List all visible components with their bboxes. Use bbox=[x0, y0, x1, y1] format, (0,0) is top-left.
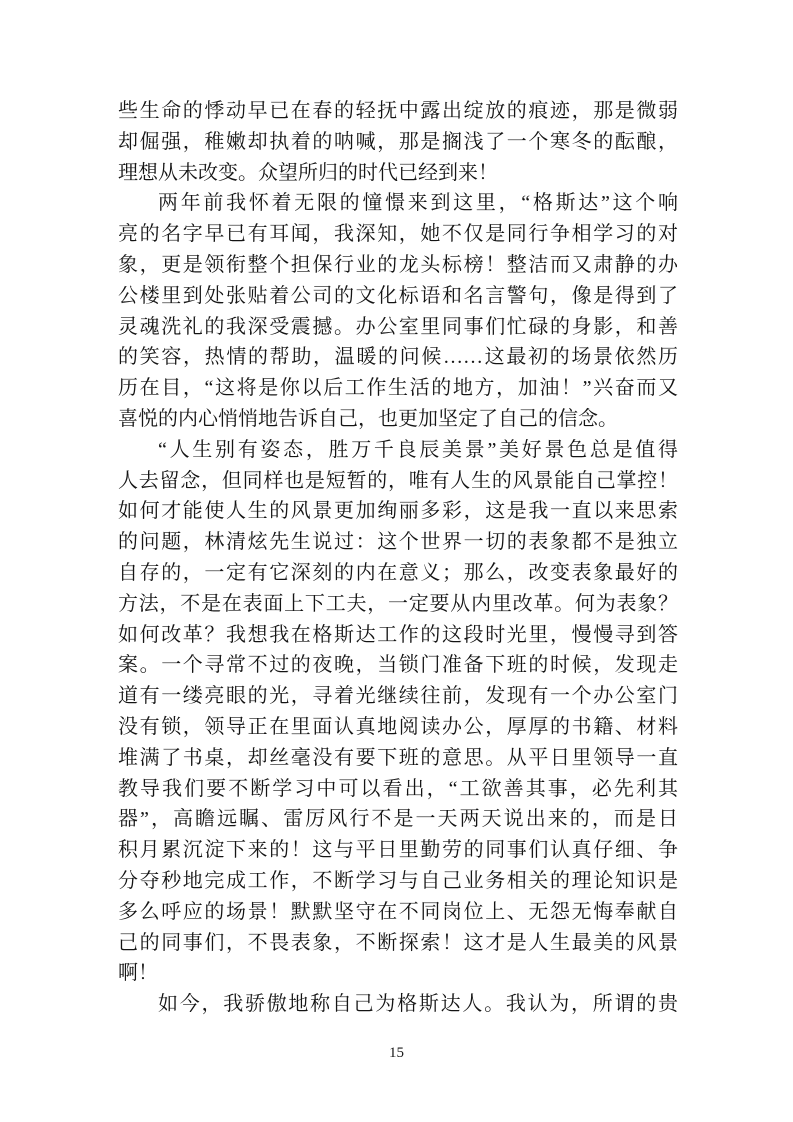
text-line: 象，更是领衔整个担保行业的龙头标榜！整洁而又肃静的办 bbox=[118, 253, 678, 276]
paragraph bbox=[118, 989, 678, 1020]
text-line: 公楼里到处张贴着公司的文化标语和名言警句，像是得到了 bbox=[118, 284, 678, 307]
text-line: 的笑容，热情的帮助，温暖的问候……这最初的场景依然历 bbox=[118, 346, 678, 369]
paragraph bbox=[118, 96, 678, 188]
text-line: 自存的，一定有它深刻的内在意义；那么，改变表象最好的 bbox=[118, 561, 678, 584]
page-number: 15 bbox=[389, 1045, 404, 1061]
text-line: 如何改革？我想我在格斯达工作的这段时光里，慢慢寻到答 bbox=[118, 623, 678, 646]
text-line: 人去留念，但同样也是短暂的，唯有人生的风景能自己掌控！ bbox=[118, 469, 678, 492]
text-line: 己的同事们，不畏表象，不断探索！这才是人生最美的风景 bbox=[118, 931, 678, 954]
text-line: 多么呼应的场景！默默坚守在不同岗位上、无怨无悔奉献自 bbox=[118, 900, 678, 923]
text-line: 方法，不是在表面上下工夫，一定要从内里改革。何为表象？ bbox=[118, 592, 678, 615]
text-line: 分夺秒地完成工作，不断学习与自己业务相关的理论知识是 bbox=[118, 869, 678, 892]
text-line: 堆满了书桌，却丝毫没有要下班的意思。从平日里领导一直 bbox=[118, 746, 678, 769]
text-line: 亮的名字早已有耳闻，我深知，她不仅是同行争相学习的对 bbox=[118, 223, 678, 246]
text-line: 却倔强，稚嫩却执着的呐喊，那是搁浅了一个寒冬的酝酿， bbox=[118, 130, 678, 153]
text-line: 如今，我骄傲地称自己为格斯达人。我认为，所谓的贵 bbox=[158, 993, 678, 1016]
paragraph bbox=[118, 188, 678, 434]
text-line: 积月累沉淀下来的！这与平日里勤劳的同事们认真仔细、争 bbox=[118, 839, 678, 862]
paragraph bbox=[118, 435, 678, 989]
text-line: 些生命的悸动早已在春的轻抚中露出绽放的痕迹，那是微弱 bbox=[118, 100, 678, 122]
text-line: 两年前我怀着无限的憧憬来到这里，“格斯达”这个响 bbox=[158, 192, 678, 215]
text-line: 道有一缕亮眼的光，寻着光继续往前，发现有一个办公室门 bbox=[118, 685, 678, 708]
text-column bbox=[118, 96, 678, 1020]
text-line: “人生别有姿态，胜万千良辰美景”美好景色总是值得 bbox=[158, 438, 678, 461]
text-line: 啊！ bbox=[118, 962, 158, 985]
text-line: 喜悦的内心悄悄地告诉自己，也更加坚定了自己的信念。 bbox=[118, 407, 618, 430]
text-line: 如何才能使人生的风景更加绚丽多彩，这是我一直以来思索 bbox=[118, 500, 678, 523]
text-line: 器”，高瞻远瞩、雷厉风行不是一天两天说出来的，而是日 bbox=[118, 808, 678, 831]
text-line: 的问题，林清炫先生说过：这个世界一切的表象都不是独立 bbox=[118, 531, 678, 554]
text-line: 教导我们要不断学习中可以看出，“工欲善其事，必先利其 bbox=[118, 777, 678, 800]
text-line: 历在目，“这将是你以后工作生活的地方，加油！”兴奋而又 bbox=[118, 377, 678, 400]
text-line: 案。一个寻常不过的夜晚，当锁门准备下班的时候，发现走 bbox=[118, 654, 678, 677]
text-line: 没有锁，领导正在里面认真地阅读办公，厚厚的书籍、材料 bbox=[118, 715, 678, 738]
text-line: 灵魂洗礼的我深受震撼。办公室里同事们忙碌的身影，和善 bbox=[118, 315, 678, 338]
text-line: 理想从未改变。众望所归的时代已经到来！ bbox=[118, 161, 498, 184]
